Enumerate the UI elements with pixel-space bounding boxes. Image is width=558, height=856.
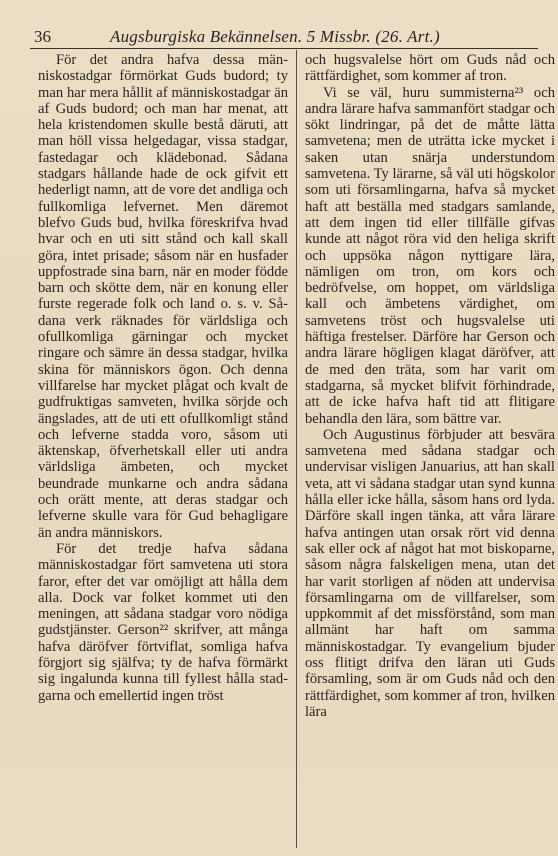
paragraph: För det andra hafva dessa människostadgar förmörkat Guds budord; ty man har mera hållit af människostadgar än af Guds budord; och man har menat, att hela kristendomen skulle bestå däruti, att man höll vissa helgedagar, vissa stadgar, fastedagar och klädebonad. Sådana stadgars hållande hade de ock gifvit ett hederligt namn, att de vore det andliga och fullkomliga lefvernet. Men däremot blefvo Guds bud, hvilka föreskrifva hvad hvar och en uti sitt stånd och kall skall göra, intet prisade; såsom när en husfader uppfostrade sina barn, när en moder födde barn och skötte dem, när en konung eller furste regerade folk och land o. s. v. Sådana verk räknades för världsliga och ofullkomliga gärningar och mycket ringare och sämre än dessa stadgar, hvilka skina för människors ögon. Och denna villfarelse har mycket plågat och kvalt de gudfruktigas samveten, hvilka sörjde och ängslades, att de uti ett ofullkomligt stånd och lefverne stadda voro, såsom uti äktenskap, öfverhetskall eller uti andra världsliga ämbeten, och mycket beundrade munkarne och andra sådana och orätt mente, att deras stadgar och lefverne skulle vara för Gud behagligare än andra människors. [38, 52, 288, 541]
left-column [38, 52, 288, 842]
column-divider [296, 50, 297, 848]
paragraph: För det tredje hafva sådana människostadgar fört samvetena uti stora faror, efter det var omöjligt att hålla dem alla. Dock var folket kommet uti den meningen, att sådana stadgar voro nödiga gudstjänster. Gerson²² skrifver, att många hafva däröfver förtviflat, somliga hafva förgjort sig själfva; ty de hafva förmärkt sig ingalunda kunna till fyllest hålla stadgarna och emellertid ingen tröst [38, 540, 288, 704]
right-column [305, 52, 555, 842]
page-number: 36 [34, 27, 51, 46]
paragraph: och hugsvalelse hört om Guds nåd och rättfärdighet, som kommer af tron. [305, 52, 555, 85]
header-rule [30, 48, 538, 49]
paragraph: Vi se väl, huru summisterna²³ och andra lärare hafva sammanfört stadgar och sökt lindringar, på det de måtte lätta samvetena; men de uträtta icke mycket i saken utan snärja understundom samvetena. Ty lärarne, så väl uti högskolor som uti församlingarna, hafva så mycket haft att beställa med stadgars samlande, att dem ingen tid eller tillfälle gifvas kunde att något röra vid den heliga skrift och uppsöka någon nyttigare lära, nämligen om tron, om kors och bedröfvelse, om hoppet, om världsliga kall och ämbetens värdighet, om samvetens tröst och hugsvalelse uti häftiga frestelser. Därföre har Gerson och andra lärare högligen klagat däröfver, att de med den träta, som har varit om stadgarna, så mycket blifvit förhindrade, att de icke hafva haft tid att flitigare behandla den lära, som bättre var. [305, 84, 555, 427]
running-title: Augsburgiska Bekännelsen. 5 Missbr. (26. Art.) [110, 27, 440, 46]
paragraph: Och Augustinus förbjuder att besvära samvetena med sådana stadgar och undervisar visligen Januarius, att han skall veta, att vi sådana stadgar utan synd kunna hålla eller icke hålla, såsom hans ord lyda. Därföre skall ingen tänka, att våra lärare hafva antingen utan orsak rört vid denna sak eller ock af något hat mot biskoparne, såsom några falskeligen mena, utan det har varit storligen af nöden att undervisa församlingarna om de villfarelser, som uppkommit af det missförstånd, som man allmänt har haft om samma människostadgar. Ty evangelium bjuder oss flitigt drifva den läran uti Guds församling, som är om Guds nåd och den rättfärdighet, som kommer af tron, hvilken lära [305, 426, 555, 720]
